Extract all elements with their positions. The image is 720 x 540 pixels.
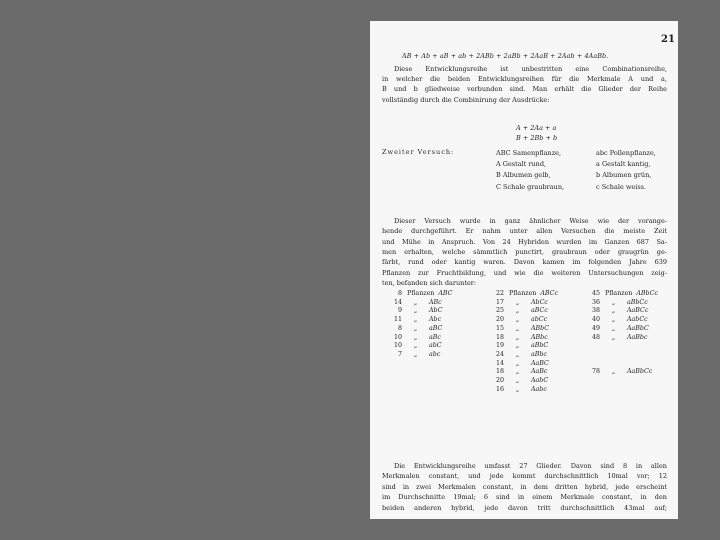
text-line: Die Entwicklungsreihe umfasst 27 Glieder. Davon sind 8 in allen bbox=[394, 462, 667, 470]
table-row bbox=[586, 290, 658, 299]
table-row bbox=[586, 325, 658, 334]
genotype: ABc bbox=[429, 298, 442, 306]
table-column-2 bbox=[490, 290, 558, 394]
table-row bbox=[490, 299, 558, 308]
text-line: sind in zwei Merkmalen constant, in dem dritten hybrid, jede erscheint bbox=[382, 482, 667, 491]
table-row bbox=[586, 307, 658, 316]
table-row bbox=[388, 316, 452, 325]
table-row bbox=[490, 386, 558, 395]
genotype: AaBCc bbox=[627, 307, 649, 315]
plant-count: 25 bbox=[495, 307, 504, 315]
ditto-mark: „ bbox=[611, 298, 616, 306]
genotype: AabCc bbox=[627, 316, 648, 324]
genotype: AabC bbox=[531, 377, 549, 385]
ditto-mark: „ bbox=[413, 324, 418, 332]
plant-count: 10 bbox=[393, 333, 402, 341]
table-row bbox=[388, 325, 452, 334]
text-line: Pflanzen zur Fruchtbildung, und wie die weiteren Untersuchungen zeig- bbox=[382, 268, 667, 277]
table-row bbox=[388, 307, 452, 316]
genotype: aBCc bbox=[531, 307, 548, 315]
text-line: Merkmalen constant, und jede kommt durchschnittlich 10mal vor; 12 bbox=[382, 472, 667, 481]
genotype: abC bbox=[429, 342, 442, 350]
table-row bbox=[586, 334, 658, 343]
genotype: abCc bbox=[531, 316, 548, 324]
plant-count: 9 bbox=[397, 307, 402, 315]
ditto-mark: „ bbox=[515, 350, 520, 358]
trait-line: b Albumen grün, bbox=[596, 171, 652, 180]
text-line: Diese Entwicklungsreihe ist unbestritten eine Combinationsreihe, bbox=[394, 65, 667, 73]
ditto-mark: „ bbox=[515, 307, 520, 315]
ditto-mark: „ bbox=[515, 324, 520, 332]
ditto-mark: „ bbox=[515, 316, 520, 324]
ditto-mark: „ bbox=[413, 342, 418, 350]
genotype: AbC bbox=[429, 307, 443, 315]
plant-count: 10 bbox=[393, 342, 402, 350]
plant-count: 17 bbox=[495, 298, 504, 306]
plant-count: 18 bbox=[495, 333, 504, 341]
text-line: ten, befanden sich darunter: bbox=[382, 278, 477, 287]
versuch-label: Zweiter Versuch: bbox=[382, 148, 455, 156]
genotype: Aabc bbox=[531, 385, 547, 393]
plants-word: Pflanzen bbox=[605, 290, 633, 297]
genotype: Abc bbox=[429, 316, 442, 324]
table-row bbox=[490, 360, 558, 369]
ditto-mark: „ bbox=[611, 368, 616, 376]
trait-line: A Gestalt rund, bbox=[496, 160, 547, 169]
trait-line: c Schale weiss. bbox=[596, 182, 647, 191]
genotype: aBbc bbox=[531, 350, 547, 358]
genotype: ABbC bbox=[531, 324, 550, 332]
plant-count: 8 bbox=[397, 290, 402, 297]
formula-line: AB + Ab + aB + ab + 2ABb + 2aBb + 2AaB + 2Aab + 4AaBb. bbox=[402, 52, 609, 60]
plant-count: 14 bbox=[393, 298, 402, 306]
table-row bbox=[490, 325, 558, 334]
text-line: men erhalten, welche sämmtlich punctirt, graubraun oder graugrün ge- bbox=[382, 247, 667, 256]
plant-count: 49 bbox=[591, 324, 600, 332]
ditto-mark: „ bbox=[611, 307, 616, 315]
ditto-mark: „ bbox=[413, 350, 418, 358]
ditto-mark: „ bbox=[515, 377, 520, 385]
genotype: ABC bbox=[438, 290, 453, 297]
table-row bbox=[490, 351, 558, 360]
plant-count: 19 bbox=[495, 342, 504, 350]
plants-word: Pflanzen bbox=[407, 290, 435, 297]
genotype: AaBbCc bbox=[627, 368, 653, 376]
table-row bbox=[586, 368, 658, 377]
plant-count: 38 bbox=[591, 307, 600, 315]
plant-count: 40 bbox=[591, 316, 600, 324]
trait-line: ABC Samenpflanze, bbox=[496, 149, 562, 157]
trait-line: B Albumen gelb, bbox=[496, 171, 551, 180]
genotype: abc bbox=[429, 350, 441, 358]
text-line: vollständig durch die Combinirung der Ausdrücke: bbox=[382, 95, 550, 104]
genotype: AbCc bbox=[531, 298, 548, 306]
table-row bbox=[586, 299, 658, 308]
genotype: AaBc bbox=[531, 368, 548, 376]
plant-count: 15 bbox=[495, 324, 504, 332]
table-row bbox=[490, 334, 558, 343]
table-column-1 bbox=[388, 290, 452, 360]
ditto-mark: „ bbox=[413, 333, 418, 341]
table-row bbox=[490, 368, 558, 377]
table-row bbox=[490, 316, 558, 325]
text-line: im Durchschnitte 19mal; 6 sind in einem Merkmale constant, in den bbox=[382, 493, 667, 502]
ditto-mark: „ bbox=[413, 307, 418, 315]
plant-count: 18 bbox=[495, 368, 504, 376]
text-line: und Mühe in Anspruch. Von 24 Hybriden wurden im Ganzen 687 Sa- bbox=[382, 237, 667, 246]
ditto-mark: „ bbox=[515, 342, 520, 350]
table-row bbox=[490, 307, 558, 316]
plant-count: 22 bbox=[495, 290, 504, 297]
genotype: AaBC bbox=[531, 359, 549, 367]
genotype: ABbCc bbox=[636, 290, 658, 297]
table-column-3 bbox=[586, 290, 658, 377]
table-row bbox=[490, 377, 558, 386]
plant-count: 20 bbox=[495, 316, 504, 324]
plant-count: 20 bbox=[495, 377, 504, 385]
ditto-mark: „ bbox=[515, 298, 520, 306]
expression-b: B + 2Bb + b bbox=[516, 134, 558, 142]
ditto-mark: „ bbox=[611, 316, 616, 324]
text-line: hende durchgeführt. Er nahm unter allen Versuchen die meiste Zeit bbox=[382, 227, 667, 236]
ditto-mark: „ bbox=[413, 316, 418, 324]
table-row bbox=[586, 316, 658, 325]
genotype: aBbC bbox=[531, 342, 549, 350]
genotype: AaBbC bbox=[627, 324, 649, 332]
plant-count: 36 bbox=[591, 298, 600, 306]
genotype: ABCc bbox=[540, 290, 558, 297]
table-row bbox=[388, 334, 452, 343]
genotype: aBc bbox=[429, 333, 441, 341]
plant-count: 14 bbox=[495, 359, 504, 367]
genotype: aBbCc bbox=[627, 298, 648, 306]
text-line: Dieser Versuch wurde in ganz ähnlicher Weise wie der vorange- bbox=[394, 217, 667, 225]
ditto-mark: „ bbox=[515, 385, 520, 393]
text-line: färbt, rund oder kantig waren. Davon kamen im folgenden Jahre 639 bbox=[382, 258, 667, 267]
ditto-mark: „ bbox=[611, 324, 616, 332]
table-row bbox=[388, 290, 452, 299]
page-number: 21 bbox=[661, 34, 675, 45]
ditto-mark: „ bbox=[413, 298, 418, 306]
book-page bbox=[370, 21, 678, 519]
genotype: AaBbc bbox=[627, 333, 648, 341]
table-row bbox=[388, 342, 452, 351]
genotype: ABbc bbox=[531, 333, 548, 341]
plant-count: 11 bbox=[393, 316, 402, 324]
ditto-mark: „ bbox=[515, 368, 520, 376]
plant-count: 48 bbox=[591, 333, 600, 341]
text-line: B und b gliedweise verbunden sind. Man erhält die Glieder der Reihe bbox=[382, 85, 667, 94]
text-line: in welcher die beiden Entwicklungsreihen für die Merkmale A und a, bbox=[382, 75, 667, 84]
table-row bbox=[388, 351, 452, 360]
ditto-mark: „ bbox=[515, 333, 520, 341]
table-row bbox=[490, 342, 558, 351]
plant-count: 16 bbox=[495, 385, 504, 393]
table-row bbox=[490, 290, 558, 299]
plant-count: 8 bbox=[397, 324, 402, 332]
plant-count: 78 bbox=[591, 368, 600, 376]
text-line: beiden anderen hybrid, jede davon tritt durchschnittlich 43mal auf; bbox=[382, 503, 667, 512]
plant-count: 24 bbox=[495, 350, 504, 358]
ditto-mark: „ bbox=[515, 359, 520, 367]
trait-line: abc Pollenpflanze, bbox=[596, 149, 656, 157]
genotype: aBC bbox=[429, 324, 443, 332]
plant-count: 7 bbox=[397, 350, 402, 358]
expression-a: A + 2Aa + a bbox=[516, 124, 557, 132]
plant-count: 45 bbox=[591, 290, 600, 297]
trait-line: C Schale graubraun, bbox=[496, 182, 565, 191]
trait-line: a Gestalt kantig, bbox=[596, 160, 651, 169]
plants-word: Pflanzen bbox=[509, 290, 537, 297]
table-row bbox=[388, 299, 452, 308]
ditto-mark: „ bbox=[611, 333, 616, 341]
